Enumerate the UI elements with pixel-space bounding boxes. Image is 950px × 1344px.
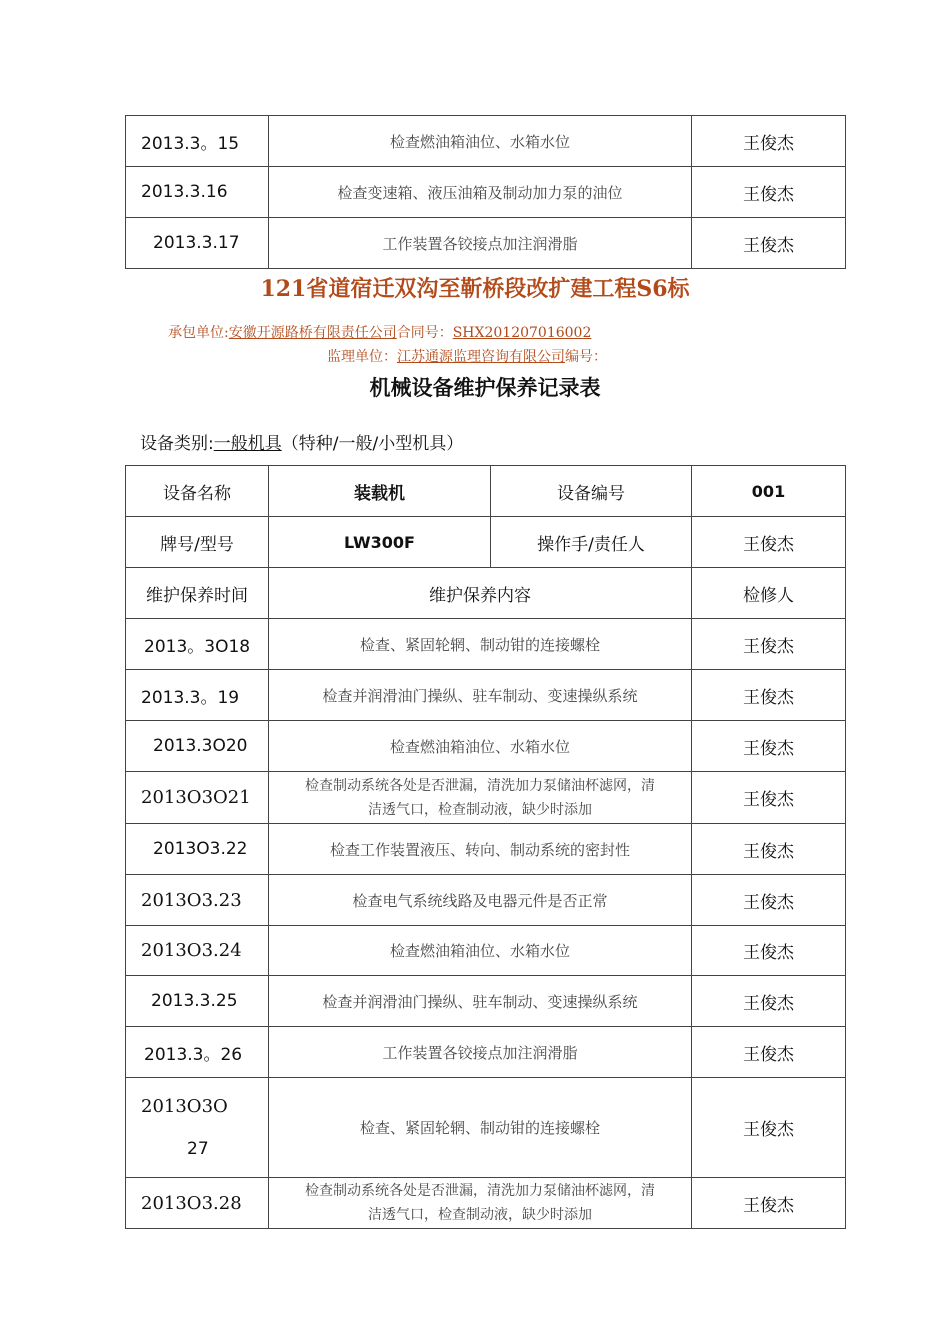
person-cell: 王俊杰: [692, 875, 846, 926]
equipment-code-value: 001: [692, 466, 846, 517]
content-cell: 检查电气系统线路及电器元件是否正常: [269, 875, 692, 926]
content-cell: 检查燃油箱油位、水箱水位: [269, 116, 692, 167]
content-cell: 检查并润滑油门操纵、驻车制动、变速操纵系统: [269, 670, 692, 721]
content-header: 维护保养内容: [269, 568, 692, 619]
category-label: 设备类别:: [140, 434, 214, 454]
content-cell: 检查变速箱、液压油箱及制动加力泵的油位: [269, 167, 692, 218]
table-row: [126, 976, 846, 1027]
person-cell: 王俊杰: [692, 721, 846, 772]
content-cell: 检查燃油箱油位、水箱水位: [269, 721, 692, 772]
time-header: 维护保养时间: [126, 568, 269, 619]
content-line: 洁透气口，检查制动液，缺少时添加: [368, 801, 592, 818]
table-row: [126, 116, 846, 167]
contractor-label: 承包单位:: [168, 325, 229, 341]
table-row: [126, 1178, 846, 1229]
date-cell: 2013.3O20: [126, 721, 269, 772]
person-cell: 王俊杰: [692, 926, 846, 976]
person-cell: 王俊杰: [692, 1178, 846, 1229]
date-cell: 2013.3.17: [126, 218, 269, 269]
category-value: 一般机具: [213, 434, 282, 454]
content-cell: 工作装置各铰接点加注润滑脂: [269, 1027, 692, 1078]
table-row: [126, 670, 846, 721]
person-cell: 王俊杰: [692, 218, 846, 269]
supervisor-name: 江苏通源监理咨询有限公司: [397, 349, 565, 365]
table-row: [126, 875, 846, 926]
content-cell: [269, 1178, 692, 1229]
number-label: 编号：: [565, 349, 607, 365]
content-line: 洁透气口，检查制动液，缺少时添加: [368, 1207, 592, 1223]
content-cell: 检查并润滑油门操纵、驻车制动、变速操纵系统: [269, 976, 692, 1027]
equipment-name-label: 设备名称: [126, 466, 269, 517]
person-cell: 王俊杰: [692, 619, 846, 670]
date-cell: 2013.3。15: [126, 116, 269, 167]
equipment-name-value: 装载机: [269, 466, 491, 517]
top-record-table: [125, 115, 846, 269]
operator-value: 王俊杰: [692, 517, 846, 568]
table-row: [126, 167, 846, 218]
equipment-category: [140, 429, 463, 454]
person-cell: 王俊杰: [692, 824, 846, 875]
table-row: [126, 772, 846, 824]
date-cell: 2013.3。19: [126, 670, 269, 721]
person-cell: 王俊杰: [692, 670, 846, 721]
table-row: [126, 218, 846, 269]
date-cell: 2013。3O18: [126, 619, 269, 670]
content-cell: 检查、紧固轮辋、制动钳的连接螺栓: [269, 1078, 692, 1178]
table-row: [126, 1027, 846, 1078]
date-cell: 2013O3.23: [126, 875, 269, 926]
form-title: 机械设备维护保养记录表: [369, 376, 601, 400]
model-label: 牌号/型号: [126, 517, 269, 568]
person-cell: 王俊杰: [692, 976, 846, 1027]
operator-label: 操作手/责任人: [491, 517, 692, 568]
date-line: 27: [187, 1138, 209, 1159]
person-cell: 王俊杰: [692, 772, 846, 824]
equipment-code-label: 设备编号: [491, 466, 692, 517]
supervisor-label: 监理单位：: [327, 349, 397, 365]
content-cell: 检查燃油箱油位、水箱水位: [269, 926, 692, 976]
category-options: （特种/一般/小型机具）: [281, 434, 464, 454]
date-cell: 2013O3O21: [126, 772, 269, 824]
date-cell: 2013.3。26: [126, 1027, 269, 1078]
table-row: [126, 619, 846, 670]
header-row: [126, 568, 846, 619]
date-cell: 2013.3.16: [126, 167, 269, 218]
table-row: [126, 721, 846, 772]
content-line: 检查制动系统各处是否泄漏，清洗加力泵储油杯滤网，清: [305, 1183, 655, 1199]
model-value: LW300F: [269, 517, 491, 568]
person-header: 检修人: [692, 568, 846, 619]
content-cell: 工作装置各铰接点加注润滑脂: [269, 218, 692, 269]
table-row: [126, 1078, 846, 1178]
date-cell: [126, 1078, 269, 1178]
supervisor-line: [327, 346, 607, 366]
content-cell: 检查工作装置液压、转向、制动系统的密封性: [269, 824, 692, 875]
date-cell: 2013.3.25: [126, 976, 269, 1027]
info-row: [126, 517, 846, 568]
contractor-name: 安徽开源路桥有限责任公司: [228, 325, 397, 341]
maintenance-record-table: [125, 465, 846, 1229]
date-line: 2013O3O: [141, 1095, 228, 1117]
person-cell: 王俊杰: [692, 167, 846, 218]
contract-number: SHX201207016002: [452, 325, 592, 341]
table-row: [126, 824, 846, 875]
content-line: 检查制动系统各处是否泄漏，清洗加力泵储油杯滤网，清: [305, 777, 655, 794]
date-cell: 2013O3.24: [126, 926, 269, 976]
info-row: [126, 466, 846, 517]
contractor-line: [168, 322, 591, 342]
table-row: [126, 926, 846, 976]
content-cell: [269, 772, 692, 824]
person-cell: 王俊杰: [692, 1078, 846, 1178]
person-cell: 王俊杰: [692, 116, 846, 167]
project-title: 121省道宿迁双沟至靳桥段改扩建工程S6标: [260, 276, 690, 302]
date-cell: 2013O3.22: [126, 824, 269, 875]
contract-label: 合同号：: [396, 325, 453, 341]
content-cell: 检查、紧固轮辋、制动钳的连接螺栓: [269, 619, 692, 670]
person-cell: 王俊杰: [692, 1027, 846, 1078]
date-cell: 2013O3.28: [126, 1178, 269, 1229]
